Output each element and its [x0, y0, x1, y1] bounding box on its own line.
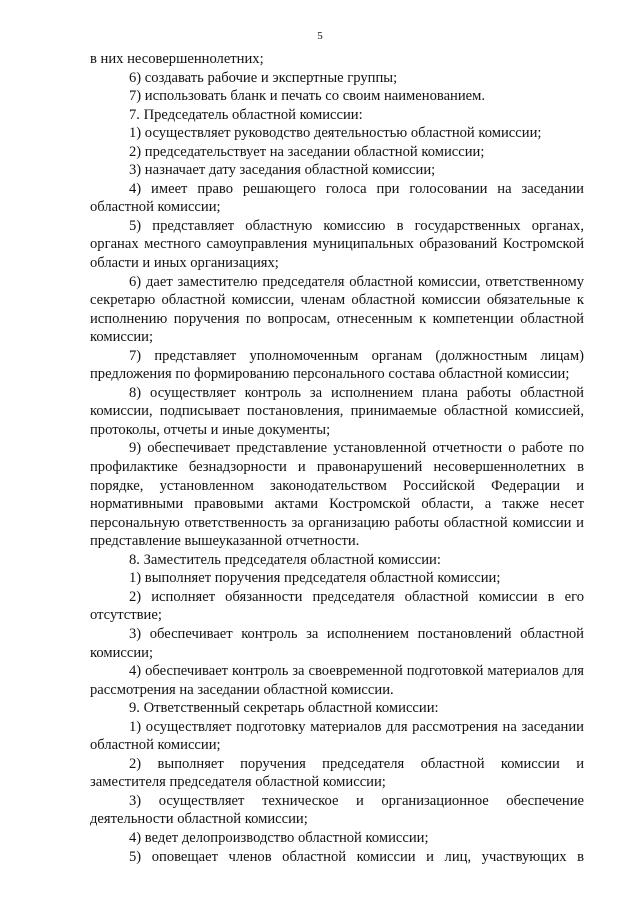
paragraph: 9. Ответственный секретарь областной комиссии:	[129, 700, 439, 717]
page-number: 5	[317, 30, 323, 42]
paragraph: 1) осуществляет руководство деятельностью областной комиссии;	[129, 125, 542, 142]
paragraph: 1) выполняет поручения председателя областной комиссии;	[129, 570, 501, 587]
paragraph: 5) оповещает членов областной комиссии и лиц, участвующих в	[129, 848, 584, 865]
paragraph: 6) дает заместителю председателя областной комиссии, ответственному секретарю областной комиссии, членам областной комиссии обязательные к исполнению поручения по вопросам, отнесенным к компетенции областной комиссии;	[90, 273, 584, 346]
paragraph: 7) представляет уполномоченным органам (должностным лицам) предложения по формированию персонального состава областной комиссии;	[90, 347, 584, 383]
paragraph: 3) обеспечивает контроль за исполнением постановлений областной комиссии;	[90, 625, 584, 661]
paragraph: 2) выполняет поручения председателя областной комиссии и заместителя председателя областной комиссии;	[90, 755, 584, 791]
paragraph: в них несовершеннолетних;	[90, 51, 264, 67]
paragraph: 9) обеспечивает представление установленной отчетности о работе по профилактике безнадзорности и правонарушений несовершеннолетних в порядке, установленном законодательством Российской Федерации и нормативными правовыми актами Костромской области, а также несет персональную ответственность за организацию работы областной комиссии и представление вышеуказанной отчетности.	[90, 440, 584, 550]
paragraph: 3) назначает дату заседания областной комиссии;	[129, 162, 436, 179]
document-body	[90, 50, 584, 866]
paragraph: 4) ведет делопроизводство областной комиссии;	[129, 829, 429, 846]
paragraph: 8) осуществляет контроль за исполнением плана работы областной комиссии, подписывает постановления, принимаемые областной комиссией, протоколы, отчеты и иные документы;	[90, 384, 584, 438]
paragraph: 2) исполняет обязанности председателя областной комиссии в его отсутствие;	[90, 588, 584, 624]
paragraph: 7. Председатель областной комиссии:	[129, 106, 363, 123]
paragraph: 4) обеспечивает контроль за своевременной подготовкой материалов для рассмотрения на заседании областной комиссии.	[90, 663, 584, 698]
paragraph: 6) создавать рабочие и экспертные группы;	[129, 69, 398, 86]
paragraph: 2) председательствует на заседании областной комиссии;	[129, 143, 485, 160]
paragraph: 4) имеет право решающего голоса при голосовании на заседании областной комиссии;	[90, 180, 584, 216]
paragraph: 5) представляет областную комиссию в государственных органах, органах местного самоуправления муниципальных образований Костромской области и иных организациях;	[90, 217, 584, 272]
paragraph: 3) осуществляет техническое и организационное обеспечение деятельности областной комиссии;	[90, 792, 584, 828]
paragraph: 8. Заместитель председателя областной комиссии:	[129, 551, 441, 568]
paragraph: 7) использовать бланк и печать со своим наименованием.	[129, 88, 486, 105]
paragraph: 1) осуществляет подготовку материалов для рассмотрения на заседании областной комиссии;	[90, 718, 584, 754]
